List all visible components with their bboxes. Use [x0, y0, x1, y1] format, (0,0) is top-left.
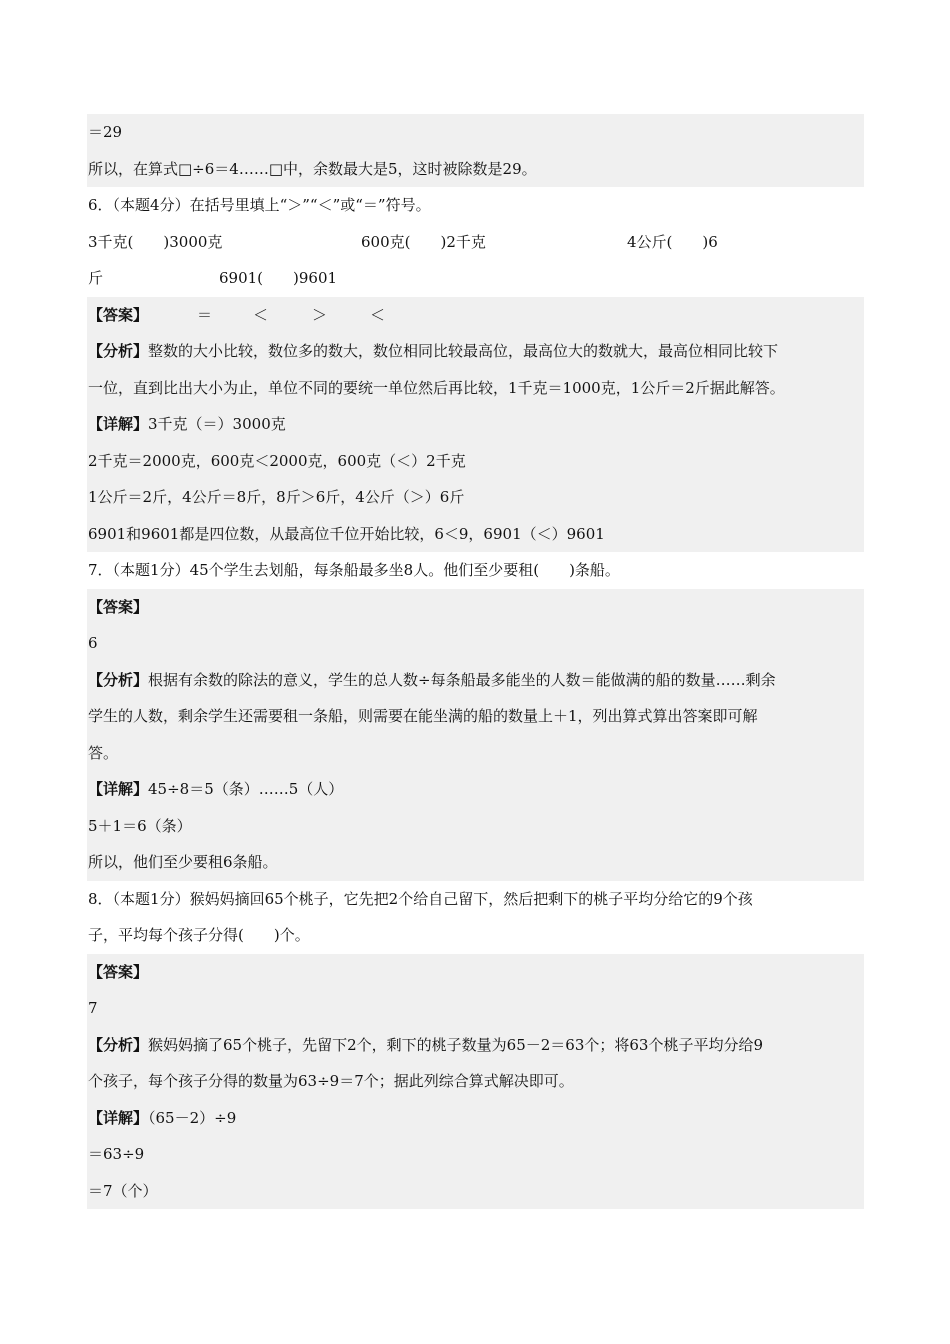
q6-item-3: 4公斤( )6	[627, 232, 718, 251]
q6-answer-row	[87, 297, 864, 334]
q6-item-2: 600克( )2千克	[361, 232, 486, 251]
q7-detail-line-3: 所以，他们至少要租6条船。	[87, 844, 864, 881]
analysis-label: 【分析】	[88, 342, 149, 360]
q6-analysis: 【分析】整数的大小比较，数位多的数大，数位相同比较最高位，最高位大的数就大，最高位相同比较下	[87, 333, 864, 370]
q8-analysis-cont: 个孩子，每个孩子分得的数量为63÷9＝7个；据此列综合算式解决即可。	[87, 1063, 864, 1100]
q7-detail: 【详解】45÷8＝5（条）……5（人）	[87, 771, 864, 808]
q7-analysis-cont: 学生的人数，剩余学生还需要租一条船，则需要在能坐满的船的数量上＋1，列出算式算出答案即可解	[87, 698, 864, 735]
q7-detail-line-2: 5＋1＝6（条）	[87, 808, 864, 845]
q8-question: 8．（本题1分）猴妈妈摘回65个桃子，它先把2个给自己留下，然后把剩下的桃子平均分给它的9个孩	[88, 889, 753, 908]
answer-label: 【答案】	[88, 305, 149, 324]
q6-detail-line-4: 6901和9601都是四位数，从最高位千位开始比较，6＜9，6901（＜）9601	[87, 516, 864, 553]
q6-item-1: 3千克( )3000克	[88, 232, 223, 251]
q8-answer-label: 【答案】	[87, 954, 864, 991]
q8-detail: 【详解】（65－2）÷9	[87, 1100, 864, 1137]
q6-answer-4: ＜	[370, 305, 386, 324]
q8-answer: 7	[87, 990, 864, 1027]
analysis-label: 【分析】	[88, 670, 149, 689]
q8-detail-line-2: ＝63÷9	[87, 1136, 864, 1173]
q6-item-3-cont: 斤	[88, 269, 104, 287]
q6-detail: 【详解】3千克（＝）3000克	[87, 406, 864, 443]
q6-answer-1: ＝	[197, 305, 213, 324]
q6-items-row-2	[87, 260, 864, 297]
q6-item-4: 6901( )9601	[219, 269, 338, 287]
document-page	[87, 114, 864, 1209]
analysis-label: 【分析】	[88, 1035, 149, 1054]
detail-label: 【详解】	[88, 1108, 149, 1127]
q5-conclusion-line: 所以，在算式□÷6＝4……□中，余数最大是5，这时被除数是29。	[87, 151, 864, 188]
q6-answer-3: ＞	[312, 305, 328, 324]
q7-question: 7．（本题1分）45个学生去划船，每条船最多坐8人。他们至少要租( )条船。	[88, 561, 620, 579]
q8-question-cont: 子，平均每个孩子分得( )个。	[88, 926, 310, 944]
q7-analysis-cont-2: 答。	[87, 735, 864, 772]
q6-detail-line-3: 1公斤＝2斤，4公斤＝8斤，8斤＞6斤，4公斤（＞）6斤	[87, 479, 864, 516]
q7-answer-label: 【答案】	[87, 589, 864, 626]
q6-answer-2: ＜	[253, 305, 269, 324]
detail-label: 【详解】	[88, 415, 149, 433]
q6-analysis-cont: 一位，直到比出大小为止，单位不同的要统一单位然后再比较，1千克＝1000克，1公斤＝2斤据此解答。	[87, 370, 864, 407]
q6-items-row	[87, 224, 864, 261]
q6-question: 6．（本题4分）在括号里填上“＞”“＜”或“＝”符号。	[88, 196, 431, 214]
q7-analysis: 【分析】根据有余数的除法的意义，学生的总人数÷每条船最多能坐的人数＝能做满的船的数量……剩余	[87, 662, 864, 699]
q8-analysis: 【分析】猴妈妈摘了65个桃子，先留下2个，剩下的桃子数量为65－2＝63个；将63个桃子平均分给9	[87, 1027, 864, 1064]
detail-label: 【详解】	[88, 780, 149, 798]
q8-detail-line-3: ＝7（个）	[87, 1173, 864, 1210]
q7-answer: 6	[87, 625, 864, 662]
q5-detail-line: ＝29	[87, 114, 864, 151]
q6-detail-line-2: 2千克＝2000克，600克＜2000克，600克（＜）2千克	[87, 443, 864, 480]
